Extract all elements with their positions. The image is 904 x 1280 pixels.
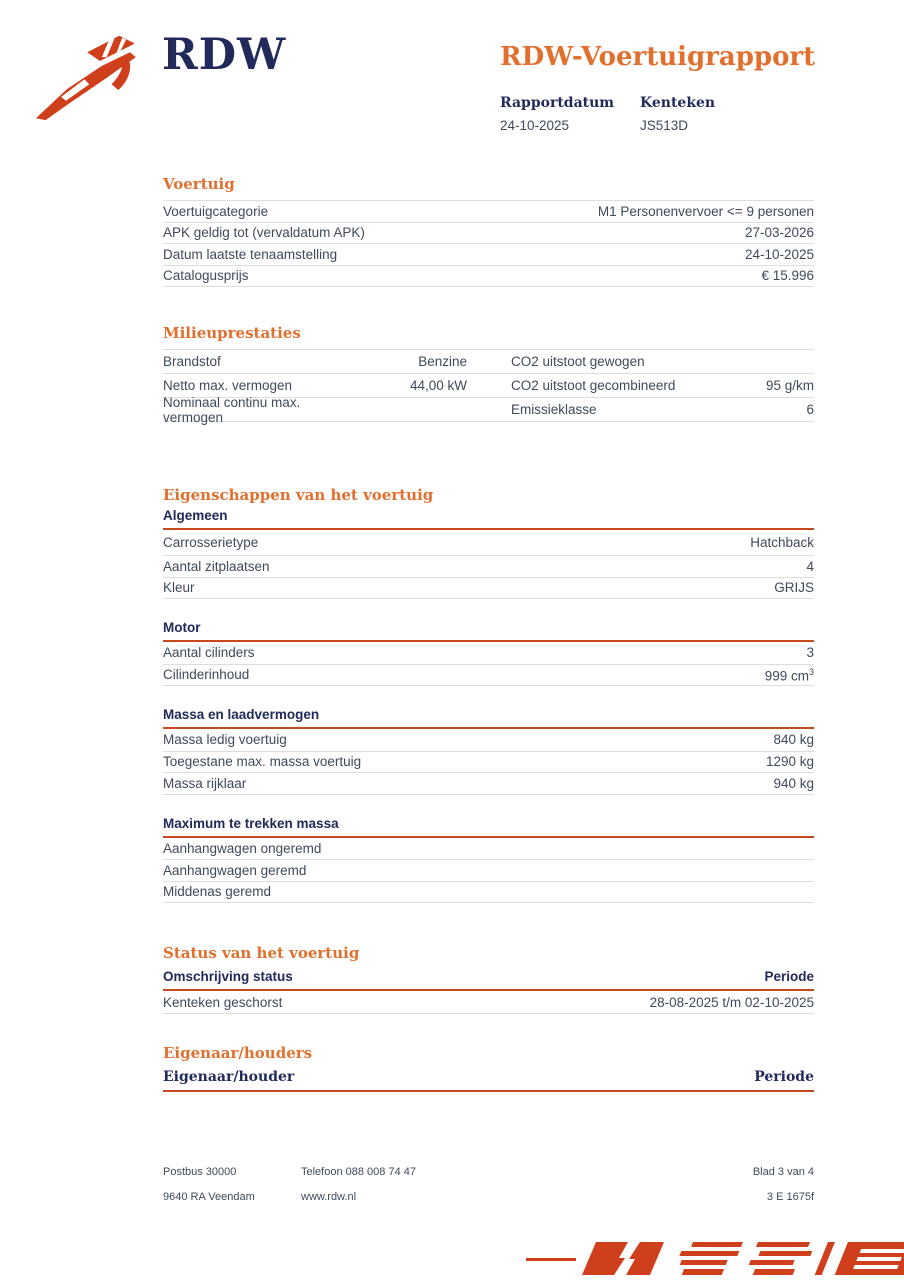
row-label: Cilinderinhoud	[163, 667, 250, 683]
rdw-stripes-decoration-icon	[522, 1237, 904, 1280]
table-row	[163, 373, 814, 397]
section-title: Milieuprestaties	[163, 324, 301, 342]
eigenaar-column-headers	[163, 1069, 814, 1092]
row-label: Emissieklasse	[511, 402, 597, 417]
table-row	[163, 555, 814, 577]
table-row	[163, 222, 814, 244]
footer-address-1: Postbus 30000	[163, 1166, 237, 1178]
section-eigenschappen	[163, 486, 814, 903]
footer-address-2: 9640 RA Veendam	[163, 1191, 255, 1203]
row-value: 999 $cm^3$	[764, 666, 814, 683]
row-value: € 15.996	[761, 268, 814, 284]
row-label: Brandstof	[163, 354, 221, 369]
status-column-headers	[163, 969, 814, 991]
row-label: Kenteken geschorst	[163, 994, 283, 1010]
column-header-eigenaar: Eigenaar/houder	[163, 1069, 295, 1085]
row-label: Aantal cilinders	[163, 645, 255, 661]
column-header-periode: Periode	[754, 1069, 814, 1085]
column-header-omschrijving: Omschrijving status	[163, 969, 293, 984]
meta-value: 24-10-2025	[500, 118, 570, 133]
row-label: Catalogusprijs	[163, 268, 249, 284]
subsection-title-text: Motor	[163, 620, 201, 635]
section-eigenaar	[163, 1044, 814, 1092]
subsection-motor	[163, 620, 814, 686]
subsection-algemeen	[163, 508, 814, 599]
footer-website: www.rdw.nl	[301, 1191, 357, 1203]
meta-kenteken	[640, 95, 780, 133]
superscript: 3	[808, 666, 814, 677]
row-label: Kleur	[163, 580, 195, 596]
subsection-massa	[163, 707, 814, 795]
row-value: 1290 kg	[765, 754, 814, 770]
footer-phone: Telefoon 088 008 74 47	[301, 1166, 416, 1178]
rdw-logo-icon	[34, 30, 160, 124]
row-label: Voertuigcategorie	[163, 203, 269, 219]
subsection-title	[163, 620, 814, 642]
row-value: 27-03-2026	[744, 225, 814, 241]
footer-page-info: Blad 3 van 4	[752, 1166, 814, 1178]
row-label: Datum laatste tenaamstelling	[163, 246, 338, 262]
table-row	[163, 729, 814, 751]
subsection-trekken-massa	[163, 816, 814, 904]
subsection-title-text: Algemeen	[163, 508, 228, 523]
section-voertuig	[163, 175, 814, 287]
row-value: 940 kg	[773, 775, 814, 791]
row-value: 28-08-2025 t/m 02-10-2025	[649, 994, 814, 1010]
table-row	[163, 991, 814, 1013]
report-meta	[500, 95, 780, 133]
row-value: GRIJS	[774, 580, 814, 596]
massa-table	[163, 729, 814, 795]
footer-line-1	[163, 1166, 814, 1178]
section-title: Voertuig	[163, 175, 235, 193]
column-header-periode: Periode	[764, 969, 814, 984]
footer-doc-code: 3 E 1675f	[766, 1191, 814, 1203]
trekken-massa-table	[163, 838, 814, 904]
row-label: Aanhangwagen geremd	[163, 862, 307, 878]
section-title: Status van het voertuig	[163, 944, 360, 962]
algemeen-table	[163, 530, 814, 599]
page-footer	[163, 1166, 814, 1216]
row-value: Hatchback	[750, 535, 814, 550]
row-value: 6	[806, 402, 814, 417]
rdw-wordmark: RDW	[162, 30, 287, 80]
row-label: Carrosserietype	[163, 535, 259, 550]
row-label: CO2 uitstoot gecombineerd	[511, 378, 676, 393]
voertuig-table	[163, 200, 814, 287]
table-row	[163, 859, 814, 881]
section-milieuprestaties	[163, 324, 814, 425]
row-value: 24-10-2025	[744, 246, 814, 262]
row-label: Aanhangwagen ongeremd	[163, 840, 322, 856]
section-title: Eigenschappen van het voertuig	[163, 486, 434, 504]
milieu-table	[163, 349, 814, 425]
table-row	[163, 394, 814, 425]
row-label: Nominaal continu max. vermogen	[163, 394, 301, 425]
meta-label: Kenteken	[640, 95, 716, 111]
subsection-title	[163, 816, 814, 838]
subsection-title-text: Maximum te trekken massa	[163, 815, 339, 831]
row-label: CO2 uitstoot gewogen	[511, 354, 645, 369]
row-label: Middenas geremd	[163, 884, 272, 900]
table-row	[163, 265, 814, 287]
subsection-title	[163, 707, 814, 729]
table-row	[163, 642, 814, 664]
subsection-title	[163, 508, 814, 530]
row-value: Benzine	[418, 354, 467, 369]
row-label: Netto max. vermogen	[163, 378, 293, 393]
meta-value: JS513D	[640, 118, 689, 133]
row-value: 3	[806, 645, 814, 661]
table-row	[163, 349, 814, 373]
status-table	[163, 991, 814, 1014]
table-row	[163, 664, 814, 686]
meta-rapportdatum	[500, 95, 640, 133]
footer-line-2	[163, 1191, 814, 1203]
row-value: M1 Personenvervoer <= 9 personen	[597, 203, 814, 219]
page-title: RDW-Voertuigrapport	[500, 42, 816, 72]
table-row	[163, 772, 814, 794]
section-title: Eigenaar/houders	[163, 1044, 313, 1062]
row-label: Toegestane max. massa voertuig	[163, 754, 362, 770]
table-row	[163, 200, 814, 222]
table-row	[163, 577, 814, 599]
row-label: Massa ledig voertuig	[163, 732, 287, 748]
table-row	[163, 530, 814, 555]
row-label: APK geldig tot (vervaldatum APK)	[163, 225, 365, 241]
meta-label: Rapportdatum	[500, 95, 615, 111]
motor-table	[163, 642, 814, 686]
row-label: Massa rijklaar	[163, 775, 247, 791]
table-row	[163, 751, 814, 773]
row-value: 95 g/km	[765, 378, 814, 393]
table-row	[163, 838, 814, 860]
section-status	[163, 944, 814, 1014]
table-row	[163, 243, 814, 265]
row-value: 4	[806, 558, 814, 574]
row-value: 44,00 kW	[409, 378, 467, 393]
subsection-title-text: Massa en laadvermogen	[163, 707, 320, 722]
row-label: Aantal zitplaatsen	[163, 558, 270, 574]
table-row	[163, 881, 814, 903]
row-value: 840 kg	[773, 732, 814, 748]
